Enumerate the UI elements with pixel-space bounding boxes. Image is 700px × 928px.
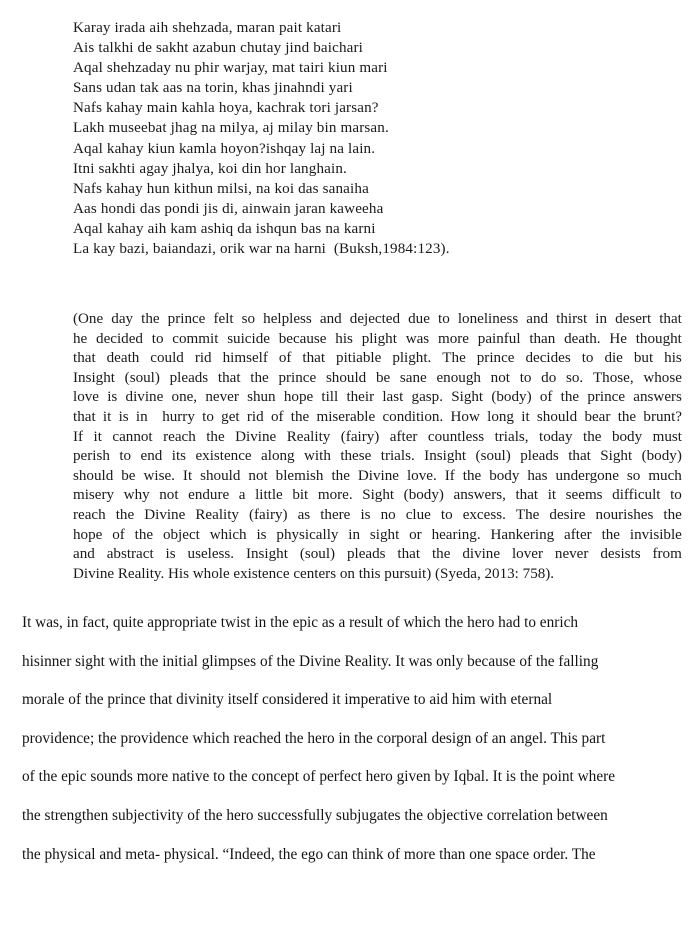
quotation-line: Insight (soul) pleads that the prince should be sane enough not to do so. Those, whose [73,369,682,386]
verse-line: Aas hondi das pondi jis di, ainwain jaran kaweeha [73,200,384,217]
verse-line: La kay bazi, baiandazi, orik war na harni (Buksh,1984:123). [73,241,450,258]
body-line: the physical and meta- physical. “Indeed, the ego can think of more than one space order. The [22,845,596,863]
quotation-line: misery why not endure a little bit more. Sight (body) answers, that it seems difficult to [73,487,682,504]
body-paragraph-block [22,604,687,874]
body-line: of the epic sounds more native to the concept of perfect hero given by Iqbal. It is the point where [22,768,615,786]
quotation-line: perish to end its existence along with these trials. Insight (soul) pleads that Sight (body) [73,448,682,465]
body-line: morale of the prince that divinity itself considered it imperative to aid him with eternal [22,691,553,709]
quotation-line: that it is in hurry to get rid of the miserable condition. How long it should bear the brunt? [73,408,682,425]
verse-line: Sans udan tak aas na torin, khas jinahndi yari [73,80,353,97]
body-line: hisinner sight with the initial glimpses of the Divine Reality. It was only because of the falling [22,652,599,670]
quotation-line: should be wise. It should not blemish the Divine love. If the body has undergone so much [73,467,682,484]
quotation-line: and abstract is useless. Insight (soul) pleads that the divine lover never desists from [73,546,682,563]
body-line: It was, in fact, quite appropriate twist in the epic as a result of which the hero had to enrich [22,614,579,631]
verse-line: Itni sakhti agay jhalya, koi din hor langhain. [73,160,347,177]
quotation-line: he decided to commit suicide because his plight was more painful than death. He thought [73,330,682,347]
verse-line: Ais talkhi de sakht azabun chutay jind baichari [73,40,364,57]
verse-line: Aqal shehzaday nu phir warjay, mat tairi kiun mari [73,60,388,77]
quotation-line: reach the Divine Reality (fairy) as there is no clue to excess. The desire nourishes the [73,506,682,523]
quotation-line: love is divine one, never shun hope till their last gasp. Sight (body) of the prince answers [73,389,682,406]
quotation-line: (One day the prince felt so helpless and dejected due to loneliness and thirst in desert that [73,311,682,327]
quotation-line: If it cannot reach the Divine Reality (fairy) after countless trials, today the body must [73,428,682,445]
verse-line: Nafs kahay hun kithun milsi, na koi das sanaiha [73,180,369,197]
quotation-line: Divine Reality. His whole existence centers on this pursuit) (Syeda, 2013: 758). [73,565,555,582]
verse-line: Lakh museebat jhag na milya, aj milay bin marsan. [73,120,389,137]
quotation-block [73,310,682,584]
verse-block [73,18,593,259]
verse-line: Karay irada aih shehzada, maran pait katari [73,20,342,36]
verse-line: Nafs kahay main kahla hoya, kachrak tori jarsan? [73,100,379,117]
quotation-line: hope of the object which is physically in sight or hearing. Hankering after the invisible [73,526,682,543]
verse-line: Aqal kahay aih kam ashiq da ishqun bas na karni [73,220,376,237]
body-line: providence; the providence which reached the hero in the corporal design of an angel. This part [22,729,606,747]
verse-line: Aqal kahay kiun kamla hoyon?ishqay laj na lain. [73,140,376,157]
quotation-line: that death could rid himself of that pitiable plight. The prince decides to die but his [73,350,682,367]
body-line: the strengthen subjectivity of the hero successfully subjugates the objective correlation between [22,806,608,824]
